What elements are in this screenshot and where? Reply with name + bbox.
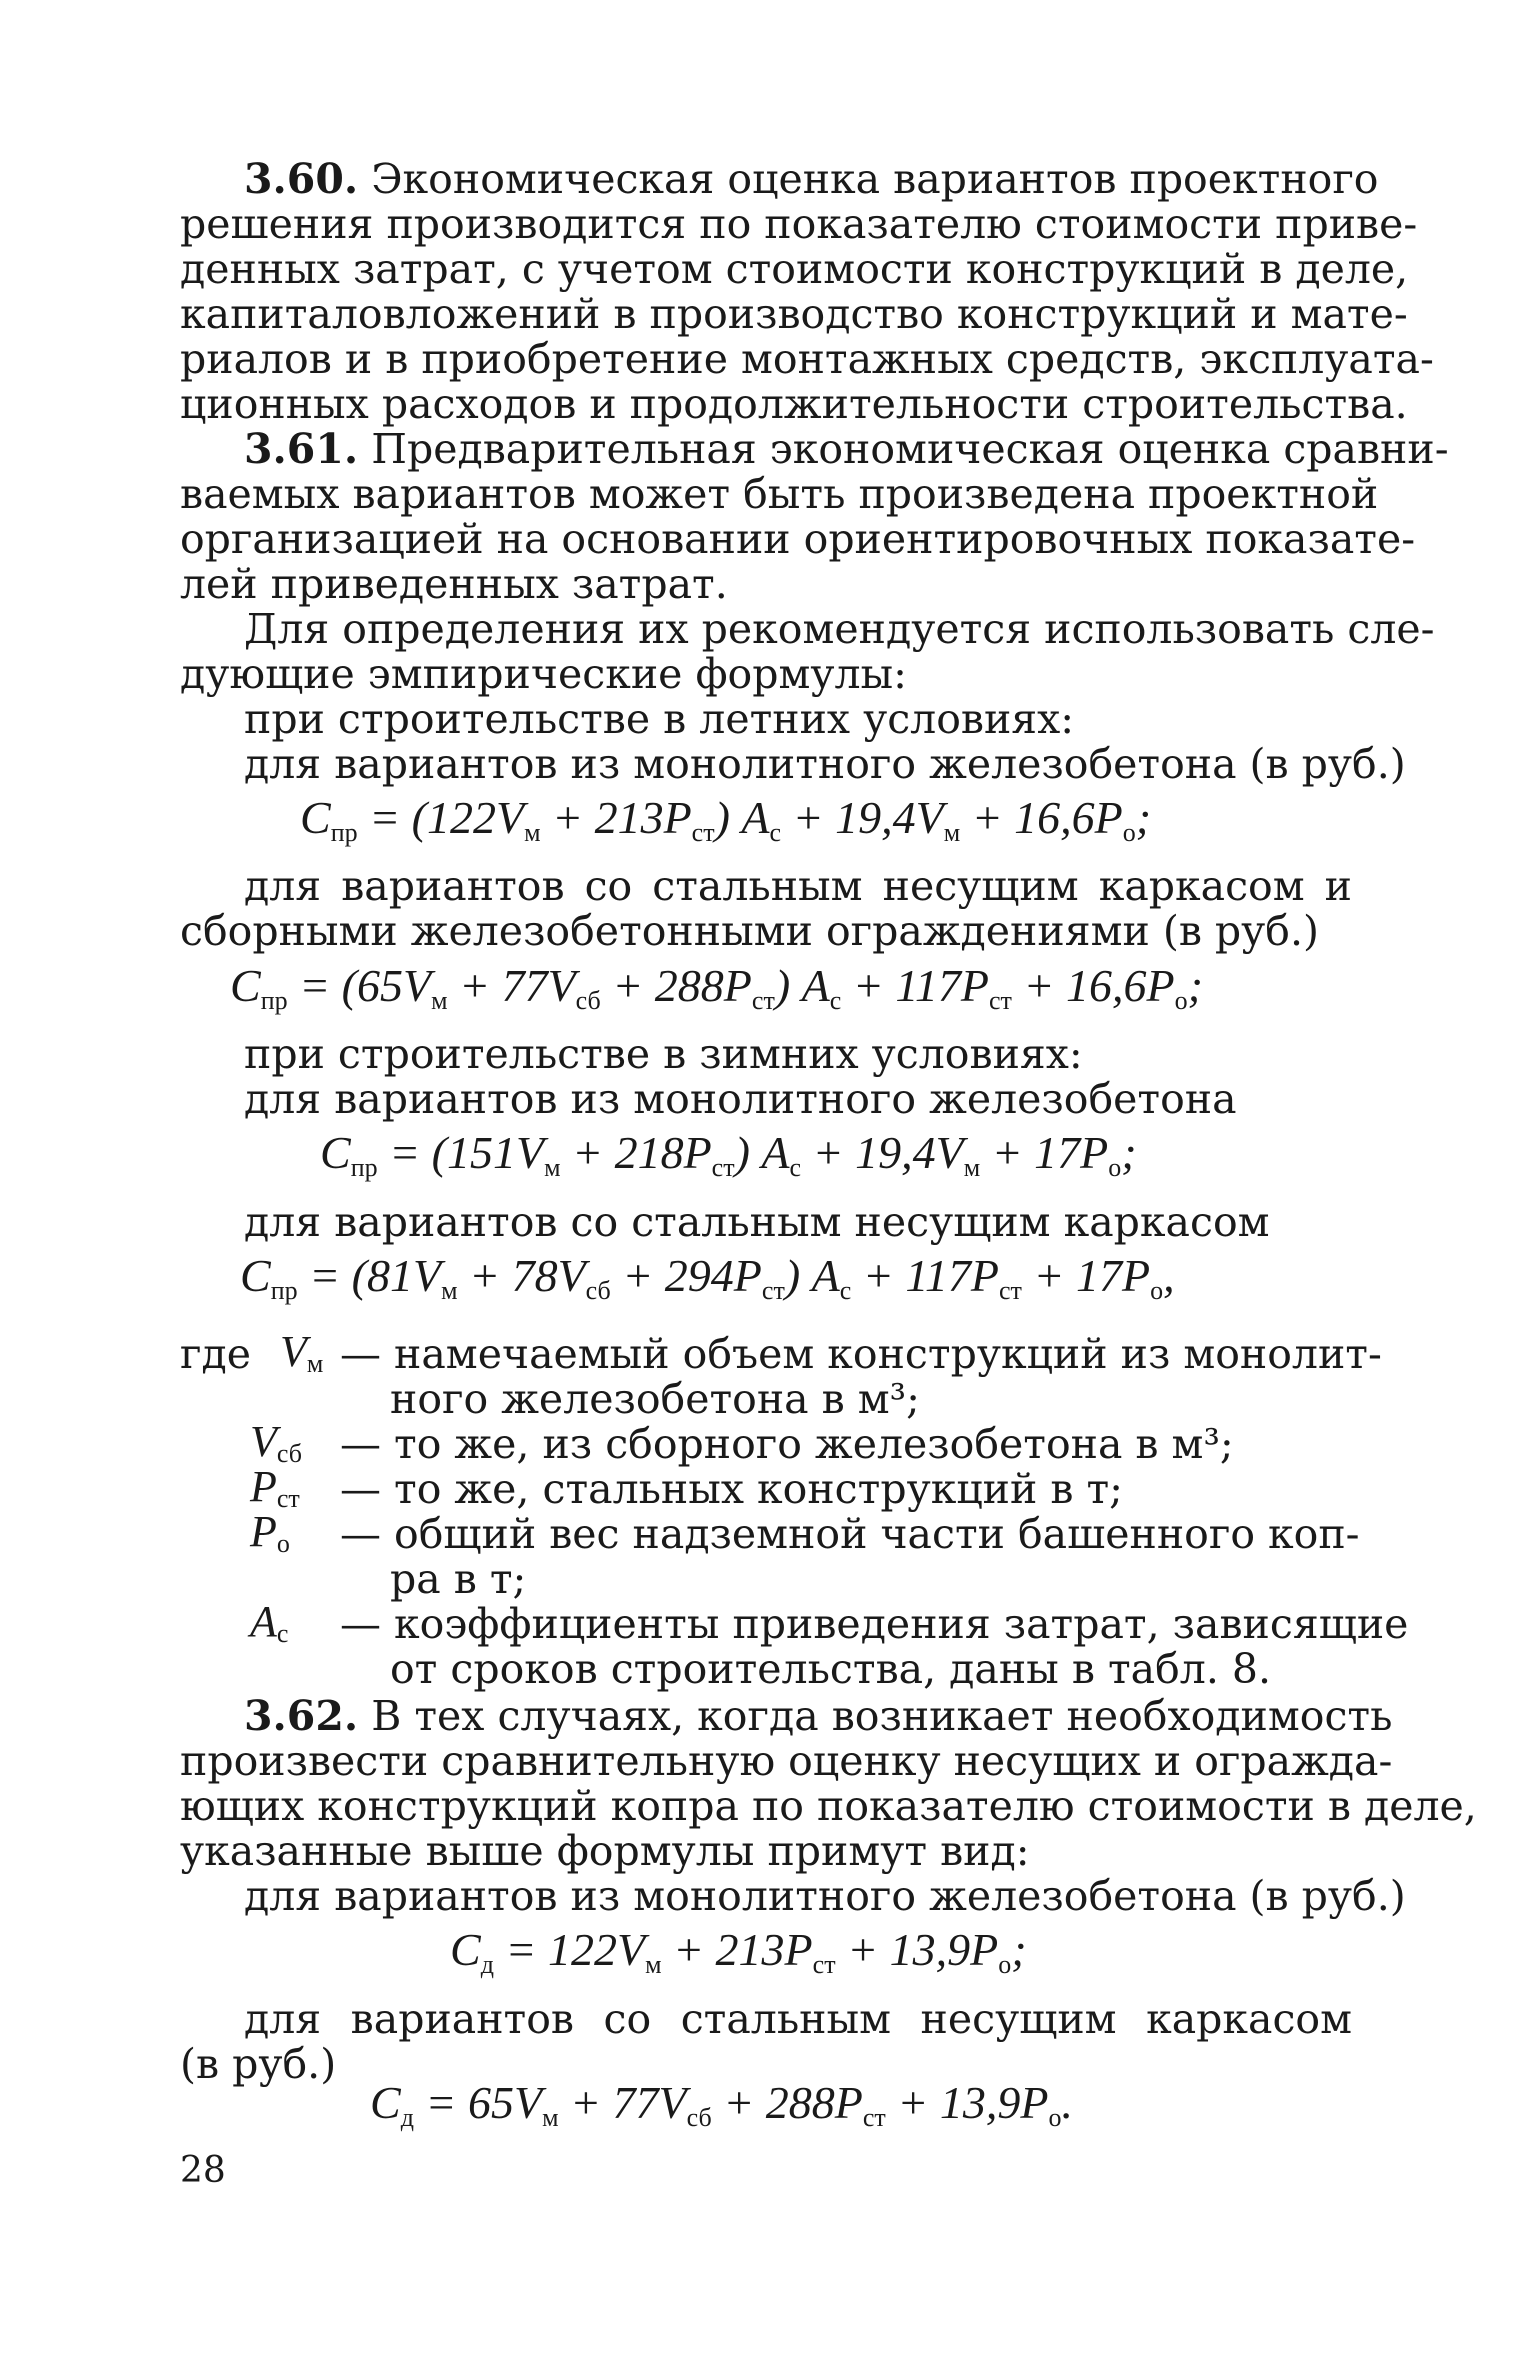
para-361-line-d: для вариантов со стальным несущим каркасом: [244, 1198, 1270, 1246]
glossary-where: где: [180, 1330, 251, 1378]
glossary-symbol-5: $A_с$: [250, 1597, 289, 1648]
para-361-line-c1: при строительстве в зимних условиях:: [244, 1030, 1083, 1078]
glossary-text-4b: ра в т;: [390, 1555, 527, 1603]
glossary-text-4a: — общий вес надземной части башенного коп-: [340, 1510, 1360, 1558]
para-362-line-f2: (в руб.): [180, 2040, 337, 2088]
glossary-symbol-2: $V_{сб}$: [250, 1417, 302, 1468]
formula-1: $C_{пр} = (122V_м + 213P_{ст}) A_с + 19,4V_м + 16,6P_o$;: [300, 792, 1152, 847]
para-362-text: В тех случаях, когда возникает необходимость: [371, 1692, 1393, 1740]
formula-4: $C_{пр} = (81V_м + 78V_{сб} + 294P_{ст}) A_с + 117P_{ст} + 17P_o$,: [240, 1250, 1175, 1305]
glossary-text-5b: от сроков строительства, даны в табл. 8.: [390, 1645, 1271, 1693]
para-360-line-4: капиталовложений в производство конструкций и мате-: [180, 290, 1408, 338]
formula-2: $C_{пр} = (65V_м + 77V_{сб} + 288P_{ст}) A_с + 117P_{ст} + 16,6P_o$;: [230, 960, 1203, 1015]
glossary-symbol-3: $P_{ст}$: [250, 1462, 300, 1513]
para-361-line-2: ваемых вариантов может быть произведена проектной: [180, 470, 1379, 518]
para-362-line-1: [244, 1692, 1393, 1740]
glossary-text-1a: — намечаемый объем конструкций из монолит-: [340, 1330, 1382, 1378]
glossary-text-3: — то же, стальных конструкций в т;: [340, 1465, 1123, 1513]
para-361-sub-line-2: дующие эмпирические формулы:: [180, 650, 907, 698]
para-360-text: Экономическая оценка вариантов проектного: [371, 155, 1379, 203]
para-360-line-1: [244, 155, 1379, 203]
para-number-361: 3.61.: [244, 425, 359, 473]
formula-6: $C_д = 65V_м + 77V_{сб} + 288P_{ст} + 13,9P_o$.: [370, 2077, 1073, 2132]
para-361-sub-line-4: для вариантов из монолитного железобетона (в руб.): [244, 740, 1406, 788]
para-361-line-b2: сборными железобетонными ограждениями (в руб.): [180, 907, 1320, 955]
para-361-sub-line-3: при строительстве в летних условиях:: [244, 695, 1075, 743]
para-360-line-6: ционных расходов и продолжительности строительства.: [180, 380, 1408, 428]
para-number-362: 3.62.: [244, 1692, 359, 1740]
formula-3: $C_{пр} = (151V_м + 218P_{ст}) A_с + 19,4V_м + 17P_o$;: [320, 1127, 1137, 1182]
para-number-360: 3.60.: [244, 155, 359, 203]
formula-5: $C_д = 122V_м + 213P_{ст} + 13,9P_o$;: [450, 1924, 1027, 1979]
para-360-line-5: риалов и в приобретение монтажных средств, эксплуата-: [180, 335, 1434, 383]
para-361-line-4: лей приведенных затрат.: [180, 560, 728, 608]
para-361-line-1: [244, 425, 1449, 473]
para-361-sub-line-1: Для определения их рекомендуется использовать сле-: [244, 605, 1435, 653]
glossary-symbol-1: $V_м$: [280, 1327, 324, 1378]
para-361-line-c2: для вариантов из монолитного железобетона: [244, 1075, 1237, 1123]
glossary-text-1b: ного железобетона в м³;: [390, 1375, 920, 1423]
para-361-text: Предварительная экономическая оценка сравни-: [371, 425, 1449, 473]
glossary-text-5a: — коэффициенты приведения затрат, зависящие: [340, 1600, 1409, 1648]
para-361-line-3: организацией на основании ориентировочных показате-: [180, 515, 1416, 563]
para-362-line-f1: для вариантов со стальным несущим каркасом: [244, 1995, 1352, 2043]
para-362-line-2: произвести сравнительную оценку несущих и огражда-: [180, 1737, 1393, 1785]
para-362-line-e: для вариантов из монолитного железобетона (в руб.): [244, 1872, 1406, 1920]
glossary-symbol-4: $P_о$: [250, 1507, 290, 1558]
glossary-text-2: — то же, из сборного железобетона в м³;: [340, 1420, 1234, 1468]
page-number: 28: [180, 2150, 226, 2191]
para-360-line-2: решения производится по показателю стоимости приве-: [180, 200, 1418, 248]
para-362-line-3: ющих конструкций копра по показателю стоимости в деле,: [180, 1782, 1477, 1830]
para-362-line-4: указанные выше формулы примут вид:: [180, 1827, 1030, 1875]
para-361-line-b1: для вариантов со стальным несущим каркасом и: [244, 862, 1352, 910]
para-360-line-3: денных затрат, с учетом стоимости конструкций в деле,: [180, 245, 1409, 293]
